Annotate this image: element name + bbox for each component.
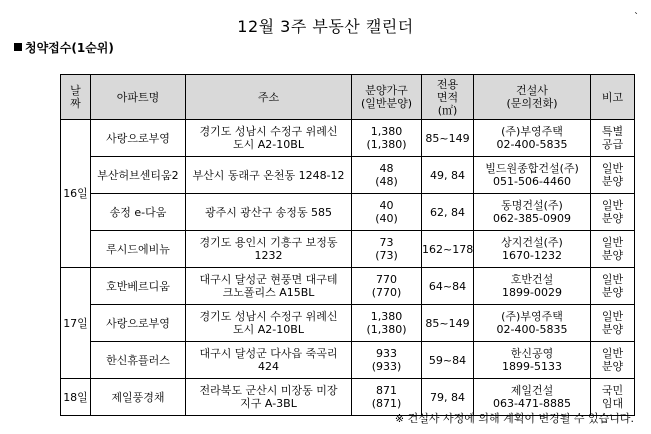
- units-cell: 871 (871): [352, 379, 422, 416]
- table-row: [61, 194, 635, 231]
- builder-cell: 동명건설(주) 062-385-0909: [474, 194, 591, 231]
- note-cell: 일반 분양: [591, 305, 635, 342]
- address-cell: 대구시 달성군 현풍면 대구테 크노폴리스 A15BL: [186, 268, 352, 305]
- address-cell: 경기도 성남시 수정구 위례신 도시 A2-10BL: [186, 120, 352, 157]
- calendar-table: [60, 74, 635, 416]
- header-address: 주소: [186, 75, 352, 120]
- area-cell: 59~84: [422, 342, 474, 379]
- apartment-name-cell: 호반베르디움: [91, 268, 186, 305]
- date-cell: 17일: [61, 268, 91, 379]
- note-cell: 일반 분양: [591, 157, 635, 194]
- builder-cell: 한신공영 1899-5133: [474, 342, 591, 379]
- apartment-name-cell: 부산허브센티움2: [91, 157, 186, 194]
- table-row: [61, 231, 635, 268]
- apartment-name-cell: 사랑으로부영: [91, 120, 186, 157]
- area-cell: 85~149: [422, 305, 474, 342]
- table-row: [61, 305, 635, 342]
- address-cell: 광주시 광산구 송정동 585: [186, 194, 352, 231]
- header-area: 전용 면적 (㎡): [422, 75, 474, 120]
- address-cell: 경기도 성남시 수정구 위례신 도시 A2-10BL: [186, 305, 352, 342]
- header-note: 비고: [591, 75, 635, 120]
- apartment-name-cell: 제일풍경채: [91, 379, 186, 416]
- apartment-name-cell: 송정 e-다움: [91, 194, 186, 231]
- area-cell: 49, 84: [422, 157, 474, 194]
- builder-cell: 호반건설 1899-0029: [474, 268, 591, 305]
- square-bullet-icon: [14, 43, 22, 51]
- area-cell: 64~84: [422, 268, 474, 305]
- note-cell: 일반 분양: [591, 268, 635, 305]
- table-row: [61, 342, 635, 379]
- address-cell: 전라북도 군산시 미장동 미장 지구 A-3BL: [186, 379, 352, 416]
- section-heading: [14, 39, 114, 56]
- table-row: [61, 120, 635, 157]
- note-cell: 일반 분양: [591, 231, 635, 268]
- note-cell: 일반 분양: [591, 342, 635, 379]
- footnote: ※ 건설사 사정에 의해 계획이 변경될 수 있습니다.: [394, 412, 634, 425]
- note-cell: 국민 임대: [591, 379, 635, 416]
- units-cell: 933 (933): [352, 342, 422, 379]
- note-cell: 특별 공급: [591, 120, 635, 157]
- units-cell: 40 (40): [352, 194, 422, 231]
- area-cell: 62, 84: [422, 194, 474, 231]
- apartment-name-cell: 루시드에비뉴: [91, 231, 186, 268]
- note-cell: 일반 분양: [591, 194, 635, 231]
- header-date: 날 짜: [61, 75, 91, 120]
- area-cell: 85~149: [422, 120, 474, 157]
- page-title: 12월 3주 부동산 캘린더: [237, 17, 414, 36]
- header-apartment: 아파트명: [91, 75, 186, 120]
- section-label: 청약접수(1순위): [25, 41, 114, 55]
- builder-cell: 상지건설(주) 1670-1232: [474, 231, 591, 268]
- table-header-row: [61, 75, 635, 120]
- area-cell: 162~178: [422, 231, 474, 268]
- address-cell: 경기도 용인시 기흥구 보정동 1232: [186, 231, 352, 268]
- units-cell: 1,380 (1,380): [352, 120, 422, 157]
- units-cell: 1,380 (1,380): [352, 305, 422, 342]
- builder-cell: (주)부영주택 02-400-5835: [474, 305, 591, 342]
- header-units: 분양가구 (일반분양): [352, 75, 422, 120]
- builder-cell: 빌드원종합건설(주) 051-506-4460: [474, 157, 591, 194]
- builder-cell: (주)부영주택 02-400-5835: [474, 120, 591, 157]
- builder-cell: 제일건설 063-471-8885: [474, 379, 591, 416]
- header-builder: 건설사 (문의전화): [474, 75, 591, 120]
- address-cell: 대구시 달성군 다사읍 죽곡리 424: [186, 342, 352, 379]
- units-cell: 770 (770): [352, 268, 422, 305]
- corner-mark: `: [634, 12, 639, 23]
- address-cell: 부산시 동래구 온천동 1248-12: [186, 157, 352, 194]
- apartment-name-cell: 한신휴플러스: [91, 342, 186, 379]
- table-row: [61, 157, 635, 194]
- date-cell: 16일: [61, 120, 91, 268]
- area-cell: 79, 84: [422, 379, 474, 416]
- units-cell: 48 (48): [352, 157, 422, 194]
- table-row: [61, 268, 635, 305]
- date-cell: 18일: [61, 379, 91, 416]
- apartment-name-cell: 사랑으로부영: [91, 305, 186, 342]
- units-cell: 73 (73): [352, 231, 422, 268]
